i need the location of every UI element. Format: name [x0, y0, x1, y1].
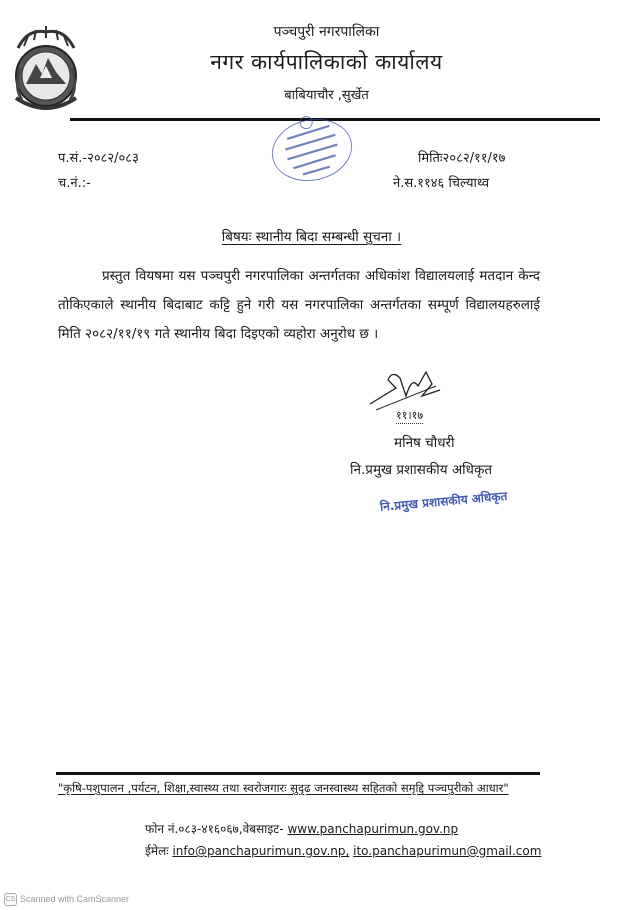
- signatory-name: मनिष चौधरी: [394, 435, 455, 451]
- notice-body: प्रस्तुत वियषमा यस पञ्चपुरी नगरपालिका अन्तर्गतका अधिकांश विद्यालयलाई मतदान केन्द तोकिएकाले स्थानीय बिदाबाट कट्टि हुने गरी यस नगरपालिका अन्तर्गतका सम्पूर्ण विद्यालयहरुलाई मिति २०८२/११/१९ गते स्थानीय बिदा दिइएको व्यहोरा अनुरोध छ ।: [58, 268, 540, 342]
- camscanner-icon: CS: [4, 893, 17, 906]
- nepal-sambat-date: ने.स.११४६ चिल्याथ्व: [393, 176, 490, 191]
- phone-label: फोन नं.०८३-४१६०६७,वेबसाइट-: [145, 822, 284, 836]
- designation-stamp: नि.प्रमुख प्रशासकीय अधिकृत: [379, 488, 508, 514]
- letter-date: मितिः२०८२/११/१७: [418, 151, 506, 166]
- camscanner-text: Scanned with CamScanner: [20, 893, 130, 904]
- office-address: बाबियाचौर ,सुर्खेत: [284, 88, 369, 103]
- office-title: नगर कार्यपालिकाको कार्यालय: [210, 50, 443, 74]
- letter-number: प.सं.-२०८२/०८३: [58, 151, 139, 166]
- contact-phone-web: [145, 820, 458, 837]
- dispatch-number: च.नं.:-: [58, 176, 91, 191]
- footer-motto: "कृषि-पशुपालन ,पर्यटन, शिक्षा,स्वास्थ्य तथा स्वरोजगारः सुदृढ जनस्वास्थ्य सहितको समृद्दि पञ्चपुरीको आधार": [58, 781, 509, 795]
- email-label: ईमेलः: [145, 844, 169, 858]
- footer-divider: [56, 772, 540, 775]
- email-link-ito[interactable]: ito.panchapurimun@gmail.com: [353, 844, 542, 858]
- contact-email: [145, 842, 541, 859]
- signatory-title: नि.प्रमुख प्रशासकीय अधिकृत: [350, 462, 493, 478]
- website-link[interactable]: www.panchapurimun.gov.np: [287, 822, 459, 836]
- subject-line: बिषयः स्थानीय बिदा सम्बन्धी सुचना ।: [221, 229, 402, 245]
- office-seal-stamp: [262, 110, 362, 190]
- camscanner-watermark: [4, 893, 129, 906]
- signature-date-note: ११।१७: [396, 409, 424, 422]
- email-link-info[interactable]: info@panchapurimun.gov.np,: [172, 844, 350, 858]
- municipality-name: पञ्चपुरी नगरपालिका: [273, 24, 380, 40]
